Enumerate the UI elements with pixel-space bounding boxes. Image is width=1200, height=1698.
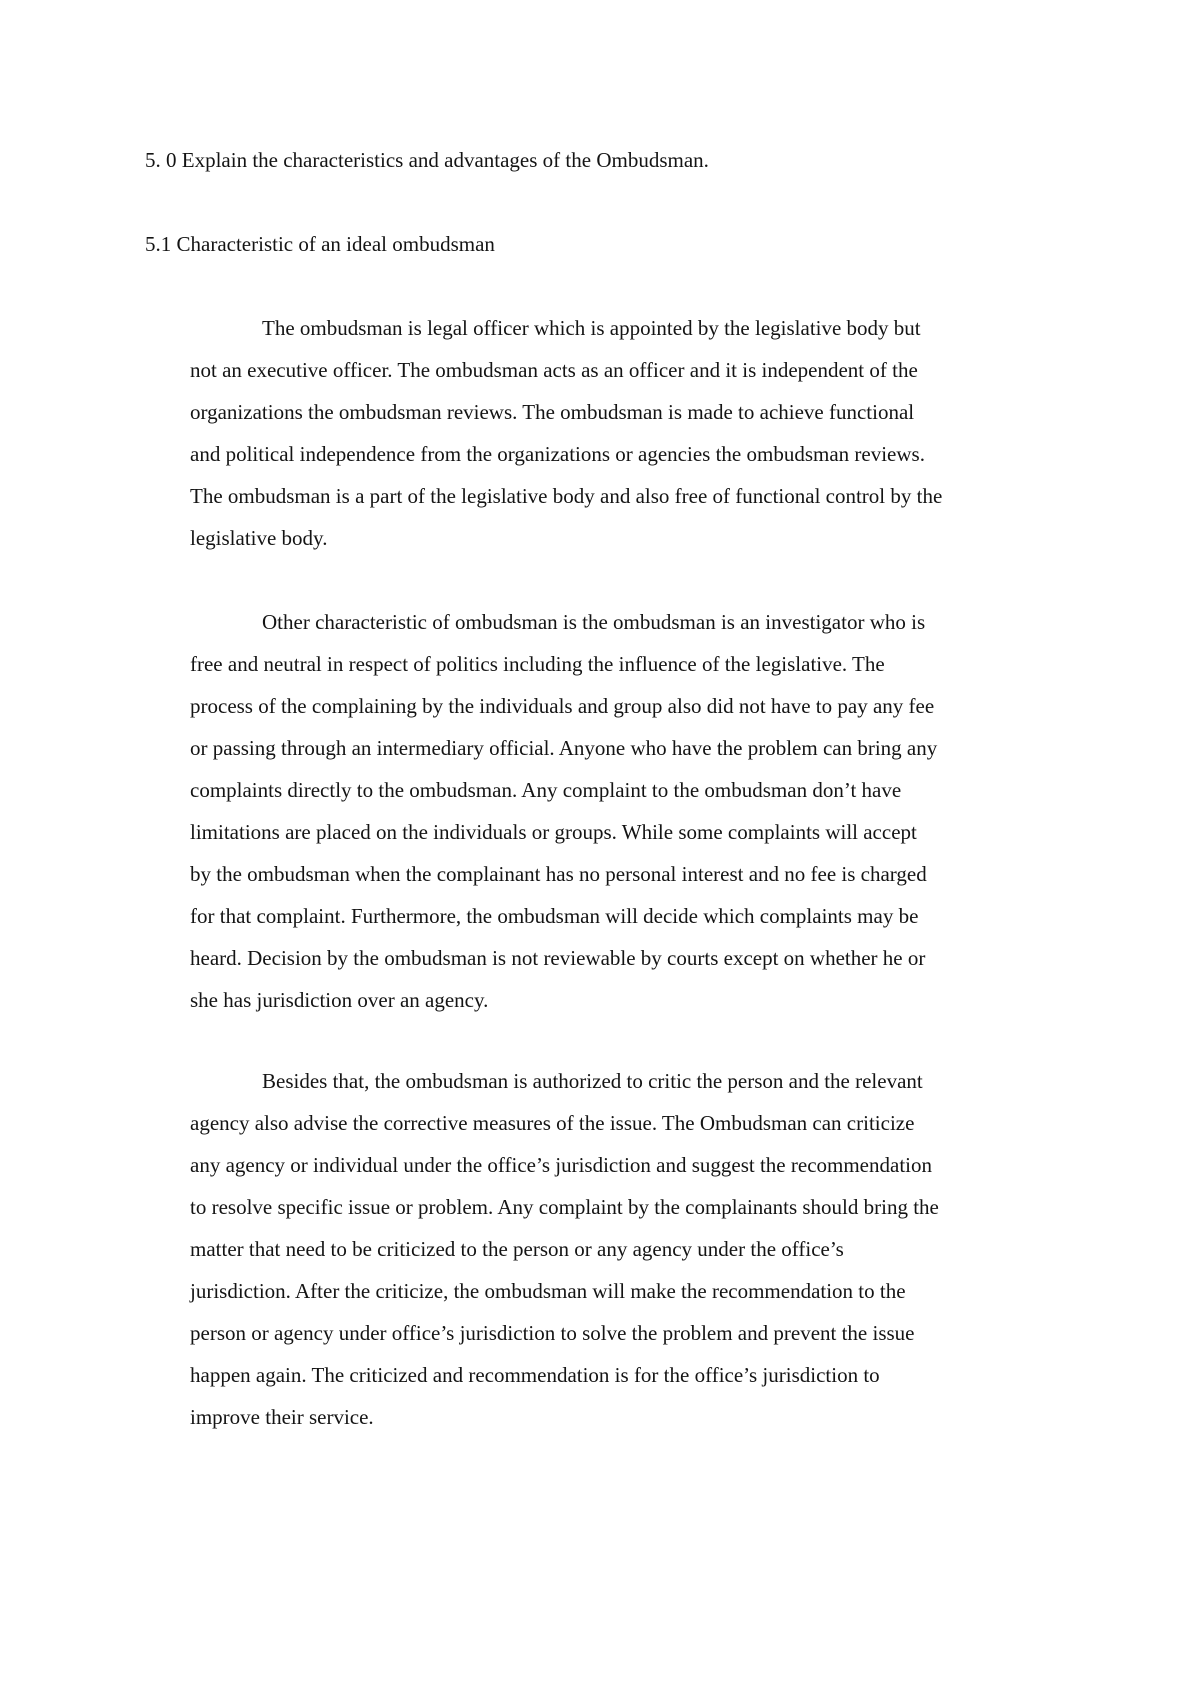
subsection-heading: 5.1 Characteristic of an ideal ombudsman	[145, 232, 495, 256]
paragraph-line: jurisdiction. After the criticize, the ombudsman will make the recommendation to the	[190, 1279, 906, 1303]
paragraph-line: to resolve specific issue or problem. Any complaint by the complainants should bring the	[190, 1195, 939, 1219]
paragraph-line: free and neutral in respect of politics including the influence of the legislative. The	[190, 652, 885, 676]
paragraph-line: she has jurisdiction over an agency.	[190, 988, 489, 1012]
paragraph-line: person or agency under office’s jurisdiction to solve the problem and prevent the issue	[190, 1321, 915, 1345]
paragraph-2	[190, 601, 1070, 1021]
section-heading: 5. 0 Explain the characteristics and advantages of the Ombudsman.	[145, 148, 709, 172]
paragraph-line: Other characteristic of ombudsman is the ombudsman is an investigator who is	[262, 610, 926, 634]
paragraph-line: Besides that, the ombudsman is authorized to critic the person and the relevant	[262, 1069, 923, 1093]
paragraph-line: happen again. The criticized and recommendation is for the office’s jurisdiction to	[190, 1363, 880, 1387]
paragraph-line: improve their service.	[190, 1405, 374, 1429]
paragraph-3	[190, 1060, 1070, 1438]
paragraph-line: agency also advise the corrective measures of the issue. The Ombudsman can criticize	[190, 1111, 915, 1135]
paragraph-line: The ombudsman is legal officer which is appointed by the legislative body but	[262, 316, 921, 340]
paragraph-line: legislative body.	[190, 526, 328, 550]
paragraph-line: by the ombudsman when the complainant has no personal interest and no fee is charged	[190, 862, 927, 886]
paragraph-line: complaints directly to the ombudsman. Any complaint to the ombudsman don’t have	[190, 778, 902, 802]
paragraph-line: organizations the ombudsman reviews. The ombudsman is made to achieve functional	[190, 400, 915, 424]
paragraph-line: for that complaint. Furthermore, the ombudsman will decide which complaints may be	[190, 904, 919, 928]
paragraph-line: or passing through an intermediary official. Anyone who have the problem can bring any	[190, 736, 938, 760]
paragraph-line: process of the complaining by the individuals and group also did not have to pay any fee	[190, 694, 935, 718]
paragraph-1	[190, 307, 1070, 559]
paragraph-line: not an executive officer. The ombudsman acts as an officer and it is independent of the	[190, 358, 918, 382]
paragraph-line: any agency or individual under the office’s jurisdiction and suggest the recommendation	[190, 1153, 932, 1177]
paragraph-line: matter that need to be criticized to the person or any agency under the office’s	[190, 1237, 844, 1261]
paragraph-line: The ombudsman is a part of the legislative body and also free of functional control by the	[190, 484, 943, 508]
paragraph-line: heard. Decision by the ombudsman is not reviewable by courts except on whether he or	[190, 946, 926, 970]
paragraph-line: and political independence from the organizations or agencies the ombudsman reviews.	[190, 442, 925, 466]
paragraph-line: limitations are placed on the individuals or groups. While some complaints will accept	[190, 820, 917, 844]
